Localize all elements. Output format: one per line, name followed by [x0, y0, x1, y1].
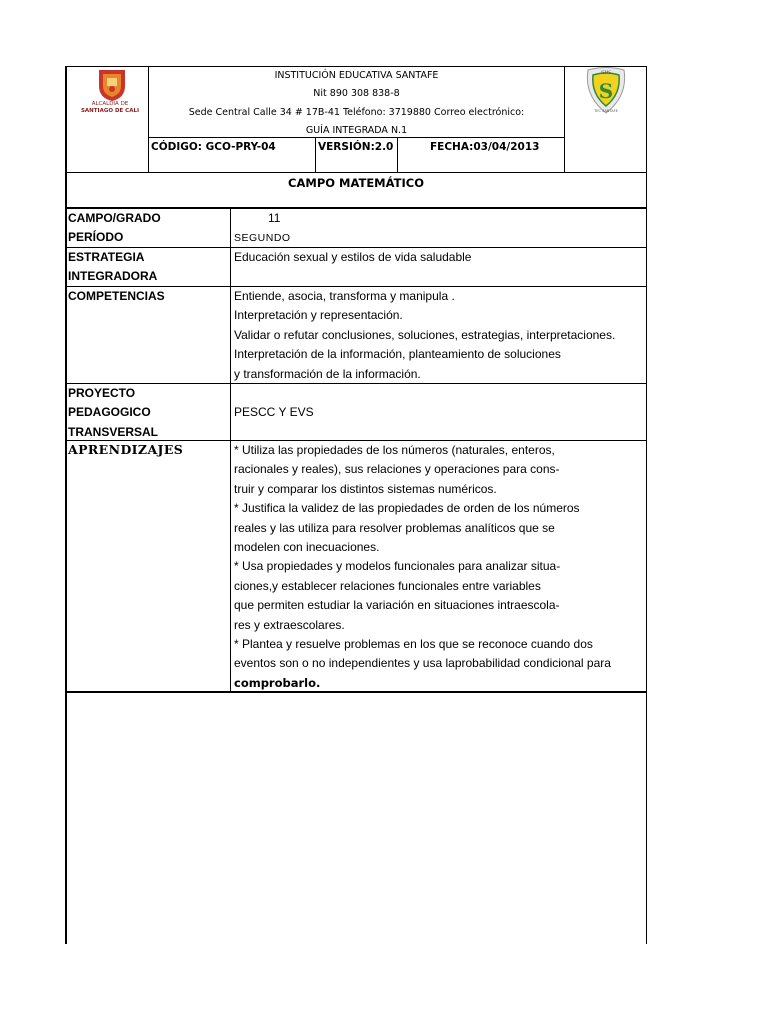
estrategia-label	[68, 248, 157, 287]
shield-ring-text: TEC SANTAFE	[594, 109, 618, 113]
address-line: Sede Central Calle 34 # 17B-41 Teléfono: 3719880 Correo electrónico:	[188, 107, 525, 118]
alcaldia-caption-line1: ALCALDÍA DE	[91, 101, 129, 107]
estrategia-value: Educación sexual y estilos de vida saludable	[234, 250, 472, 264]
aprendizajes-line: * Justifica la validez de las propiedades de orden de los números	[234, 501, 580, 516]
aprendizajes-label: APRENDIZAJES	[68, 442, 184, 457]
aprendizajes-last-line: comprobarlo.	[234, 675, 321, 690]
version-field: VERSIÓN:2.0	[318, 141, 394, 153]
aprendizajes-line: que permiten estudiar la variación en situaciones intraescola-	[234, 598, 560, 613]
aprendizajes-line: * Plantea y resuelve problemas en los que se reconoce cuando dos	[234, 637, 593, 652]
competencias-line: Interpretación de la información, planteamiento de soluciones	[234, 347, 561, 362]
periodo-label: PERÍODO	[68, 230, 124, 244]
header-divider-right	[564, 66, 565, 173]
alcaldia-caption-line2: SANTIAGO DE CALI	[80, 107, 140, 114]
competencias-line: Validar o refutar conclusiones, soluciones, estrategias, interpretaciones.	[234, 327, 616, 342]
estrategia-label-line2: INTEGRADORA	[68, 269, 158, 284]
proyecto-label-line1: PROYECTO	[68, 386, 136, 400]
aprendizajes-line: eventos son o no independientes y usa laprobabilidad condicional para	[234, 656, 611, 671]
shield-top-text: IEMS	[601, 70, 611, 75]
section-title: CAMPO MATEMÁTICO	[288, 176, 424, 190]
aprendizajes-line: * Usa propiedades y modelos funcionales para analizar situa-	[234, 559, 561, 574]
alcaldia-logo	[95, 68, 129, 102]
aprendizajes-line: res y extraescolares.	[234, 617, 345, 632]
guide-title: GUÍA INTEGRADA N.1	[305, 125, 408, 136]
competencias-label: COMPETENCIAS	[68, 289, 165, 303]
proyecto-value: PESCC Y EVS	[234, 405, 314, 419]
code-field: CÓDIGO: GCO-PRY-04	[151, 141, 276, 153]
competencias-line: y transformación de la información.	[234, 366, 421, 381]
date-field: FECHA:03/04/2013	[430, 141, 540, 153]
alcaldia-caption	[72, 101, 148, 114]
campo-grado-label: CAMPO/GRADO	[68, 211, 161, 225]
nit-number: Nit 890 308 838-8	[313, 88, 400, 99]
table-left-border	[65, 66, 67, 944]
competencias-value	[234, 287, 615, 384]
proyecto-label-line2: PEDAGOGICO	[68, 405, 151, 420]
campo-grado-value: 11	[268, 211, 281, 225]
column-divider	[230, 209, 231, 692]
header-divider-left	[148, 66, 149, 173]
aprendizajes-line: * Utiliza las propiedades de los números (naturales, enteros,	[234, 443, 555, 457]
aprendizajes-line: racionales y reales), sus relaciones y operaciones para cons-	[234, 462, 560, 477]
estrategia-label-line1: ESTRATEGIA	[68, 250, 145, 264]
aprendizajes-line: ciones,y establecer relaciones funcionales entre variables	[234, 578, 541, 593]
meta-divider-1	[315, 137, 316, 173]
coat-of-arms-icon	[95, 68, 129, 102]
table-top-border	[65, 66, 647, 67]
competencias-line: Entiende, asocia, transforma y manipula .	[234, 289, 455, 303]
competencias-line: Interpretación y representación.	[234, 308, 403, 323]
meta-divider-2	[397, 137, 398, 173]
school-shield-logo	[582, 66, 630, 116]
shield-icon	[582, 66, 630, 116]
aprendizajes-value	[234, 441, 611, 693]
aprendizajes-line: modelen con inecuaciones.	[234, 540, 380, 555]
table-right-border	[646, 66, 647, 944]
proyecto-label	[68, 384, 158, 442]
periodo-value: SEGUNDO	[234, 232, 291, 244]
aprendizajes-line: reales y las utiliza para resolver problemas analíticos que se	[234, 520, 555, 535]
header-bottom-line	[65, 172, 647, 173]
proyecto-label-line3: TRANSVERSAL	[68, 424, 159, 439]
shield-letter: S	[598, 79, 614, 103]
aprendizajes-line: truir y comparar los distintos sistemas numéricos.	[234, 481, 497, 496]
header-meta-top-line	[148, 137, 565, 138]
institution-name: INSTITUCIÓN EDUCATIVA SANTAFE	[274, 70, 439, 81]
